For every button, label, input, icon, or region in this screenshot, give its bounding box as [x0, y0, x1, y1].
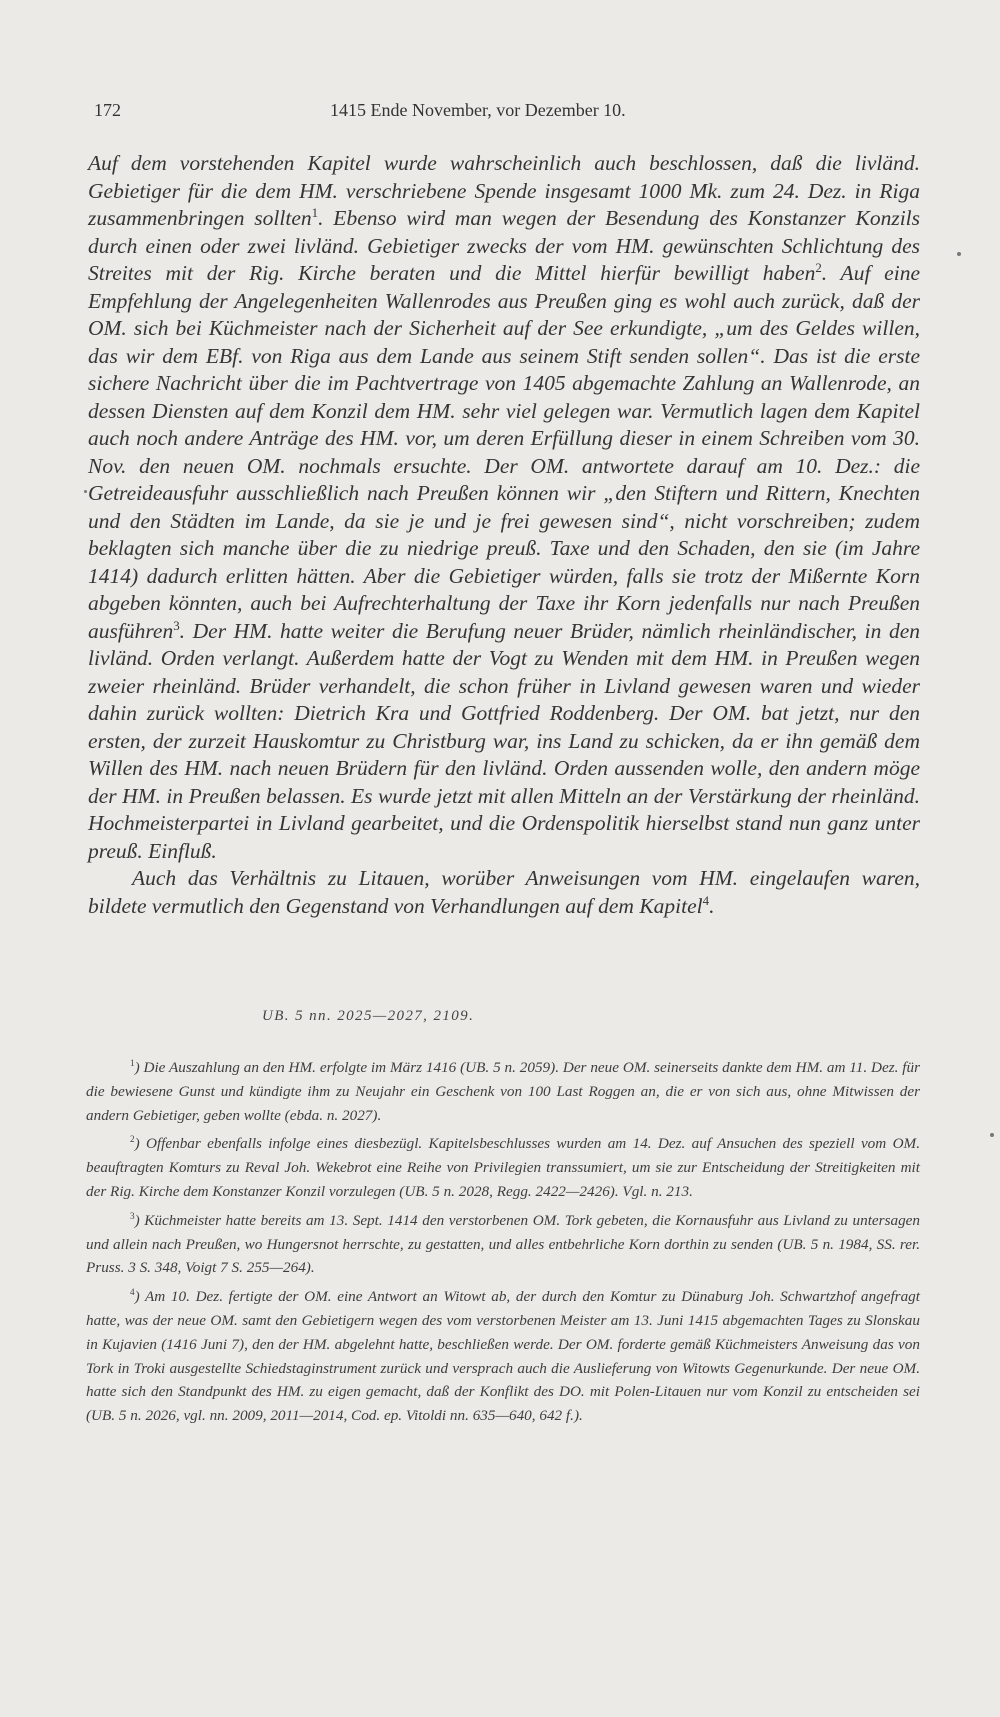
footnote-text: ) Am 10. Dez. fertigte der OM. eine Antwort an Witowt ab, der durch den Komtur zu Dünaburg Joh. Schwartzhof angefragt hatte, was der neue OM. samt den Gebietigern wegen des vom verstorbenen Meister am 13. Juni 1415 abgemachten Tages zu Slonskau in Kujavien (1416 Juni 7), den der HM. abgelehnt hatte, beschließen werde. Der OM. forderte gemäß Küchmeisters Anweisung das von Tork in Troki ausgestellte Schiedstaginstrument zurück und versprach auch die Auslieferung von Witowts Gegenurkunde. Der neue OM. hatte sich den Standpunkt des HM. zu eigen gemacht, daß der Konflikt des DO. mit Polen-Litauen nur vom Konzil zu entscheiden sei (UB. 5 n. 2026, vgl. nn. 2009, 2011—2014, Cod. ep. Vitoldi nn. 635—640, 642 f.). — [86, 1288, 920, 1425]
text-segment: Auf dem vorstehenden Kapitel wurde wahrscheinlich auch beschlossen, daß die livländ. Gebietiger für die dem HM. verschriebene Spende insgesamt 1000 Mk. zum 24. Dez. in Riga zusammenbringen sollten — [88, 151, 920, 230]
page-speck — [84, 490, 87, 493]
paragraph — [88, 865, 920, 920]
footnote-ref: 1 — [311, 205, 319, 220]
footnote-marker: 4 — [130, 1287, 135, 1298]
footnote-text: ) Die Auszahlung an den HM. erfolgte im März 1416 (UB. 5 n. 2059). Der neue OM. seinerseits dankte dem HM. am 11. Dez. für die bewiesene Gunst und kündigte ihm zu Neujahr ein Geschenk von 100 Last Roggen an, die er von sich aus, ohne Mitwissen der andern Gebietiger, geben wollte (ebda. n. 2027). — [86, 1059, 920, 1124]
text-segment: . — [709, 893, 715, 918]
footnote — [86, 1209, 920, 1280]
footnote-marker: 2 — [130, 1134, 135, 1145]
footnote-ref: 4 — [702, 893, 710, 908]
footnote-ref: 3 — [173, 618, 180, 633]
footnote-ref: 2 — [815, 260, 822, 275]
text-segment: Auch das Verhältnis zu Litauen, worüber Anweisungen vom HM. eingelaufen waren, bildete vermutlich den Gegenstand von Verhandlungen auf dem Kapitel — [88, 866, 920, 918]
page-header — [94, 100, 914, 126]
footnote — [86, 1132, 920, 1203]
main-text — [88, 150, 920, 920]
footnote — [86, 1285, 920, 1428]
footnote — [86, 1056, 920, 1127]
page-speck — [957, 252, 961, 256]
running-title: 1415 Ende November, vor Dezember 10. — [330, 100, 626, 120]
footnotes — [86, 1056, 920, 1433]
footnote-text: ) Küchmeister hatte bereits am 13. Sept. 1414 den verstorbenen OM. Tork gebeten, die Kornausfuhr aus Livland zu untersagen und allein nach Preußen, wo Hungersnot herrschte, zu gestatten, und alles entbehrliche Korn dorthin zu senden (UB. 5 n. 1984, SS. rer. Pruss. 3 S. 348, Voigt 7 S. 255—264). — [86, 1211, 920, 1277]
source-citation: UB. 5 nn. 2025—2027, 2109. — [262, 1008, 475, 1024]
text-segment: . Der HM. hatte weiter die Berufung neuer Brüder, nämlich rheinländischer, in den livländ. Orden verlangt. Außerdem hatte der Vogt zu Wenden mit dem HM. in Preußen wegen zweier rheinländ. Brüder verhandelt, die schon früher in Livland gewesen waren und wieder dahin zurück wollten: Dietrich Kra und Gottfried Roddenberg. Der OM. bat jetzt, nur den ersten, der zurzeit Hauskomtur zu Christburg war, ins Land zu schicken, da er ihn gemäß dem Willen des HM. nach neuen Brüdern für den livländ. Orden aussenden wolle, den andern möge der HM. in Preußen belassen. Es wurde jetzt mit allen Mitteln an der Verstärkung der rheinländ. Hochmeisterpartei in Livland gearbeitet, und die Ordenspolitik hierselbst stand nun ganz unter preuß. Einfluß. — [88, 618, 920, 863]
footnote-text: ) Offenbar ebenfalls infolge eines diesbezügl. Kapitelsbeschlusses wurden am 14. Dez. auf Ansuchen des speziell vom OM. beauftragten Komturs zu Reval Joh. Wekebrot eine Reihe von Privilegien transsumiert, um sie zur Entscheidung der Streitigkeiten mit der Rig. Kirche dem Konstanzer Konzil vorzulegen (UB. 5 n. 2028, Regg. 2422—2426). Vgl. n. 213. — [86, 1135, 920, 1200]
paragraph — [88, 150, 920, 865]
text-segment: . Ebenso wird man wegen der Besendung des Konstanzer Konzils durch einen oder zwei livländ. Gebietiger zwecks der vom HM. gewünschten Schlichtung des Streites mit der Rig. Kirche beraten und die Mittel hierfür bewilligt haben — [88, 206, 921, 285]
footnote-marker: 3 — [130, 1210, 135, 1221]
text-segment: . Auf eine Empfehlung der Angelegenheiten Wallenrodes aus Preußen ging es wohl auch zurück, daß der OM. sich bei Küchmeister nach der Sicherheit auf der See erkundigte, „um des Geldes willen, das wir dem EBf. von Riga aus dem Lande aus seinem Stift senden sollen“. Das ist die erste sichere Nachricht über die im Pachtvertrage von 1405 abgemachte Zahlung an Wallenrode, an dessen Diensten auf dem Konzil dem HM. sehr viel gelegen war. Vermutlich lagen dem Kapitel auch noch andere Anträge des HM. vor, um deren Erfüllung dieser in einem Schreiben vom 30. Nov. den neuen OM. nochmals ersuchte. Der OM. antwortete darauf am 10. Dez.: die Getreideausfuhr ausschließlich nach Preußen können wir „den Stiftern und Rittern, Knechten und den Städten im Lande, da sie je und je frei gewesen sind“, nicht vorschreiben; zudem beklagten sich manche über die zu niedrige preuß. Taxe und den Schaden, den sie (im Jahre 1414) dadurch erlitten hätten. Aber die Gebietiger würden, falls sie trotz der Mißernte Korn abgeben könnten, auch bei Aufrechterhaltung der Taxe ihr Korn jedenfalls nur nach Preußen ausführen — [88, 261, 920, 643]
footnote-marker: 1 — [130, 1057, 135, 1068]
page-speck — [990, 1133, 994, 1137]
page-number: 172 — [94, 100, 121, 120]
